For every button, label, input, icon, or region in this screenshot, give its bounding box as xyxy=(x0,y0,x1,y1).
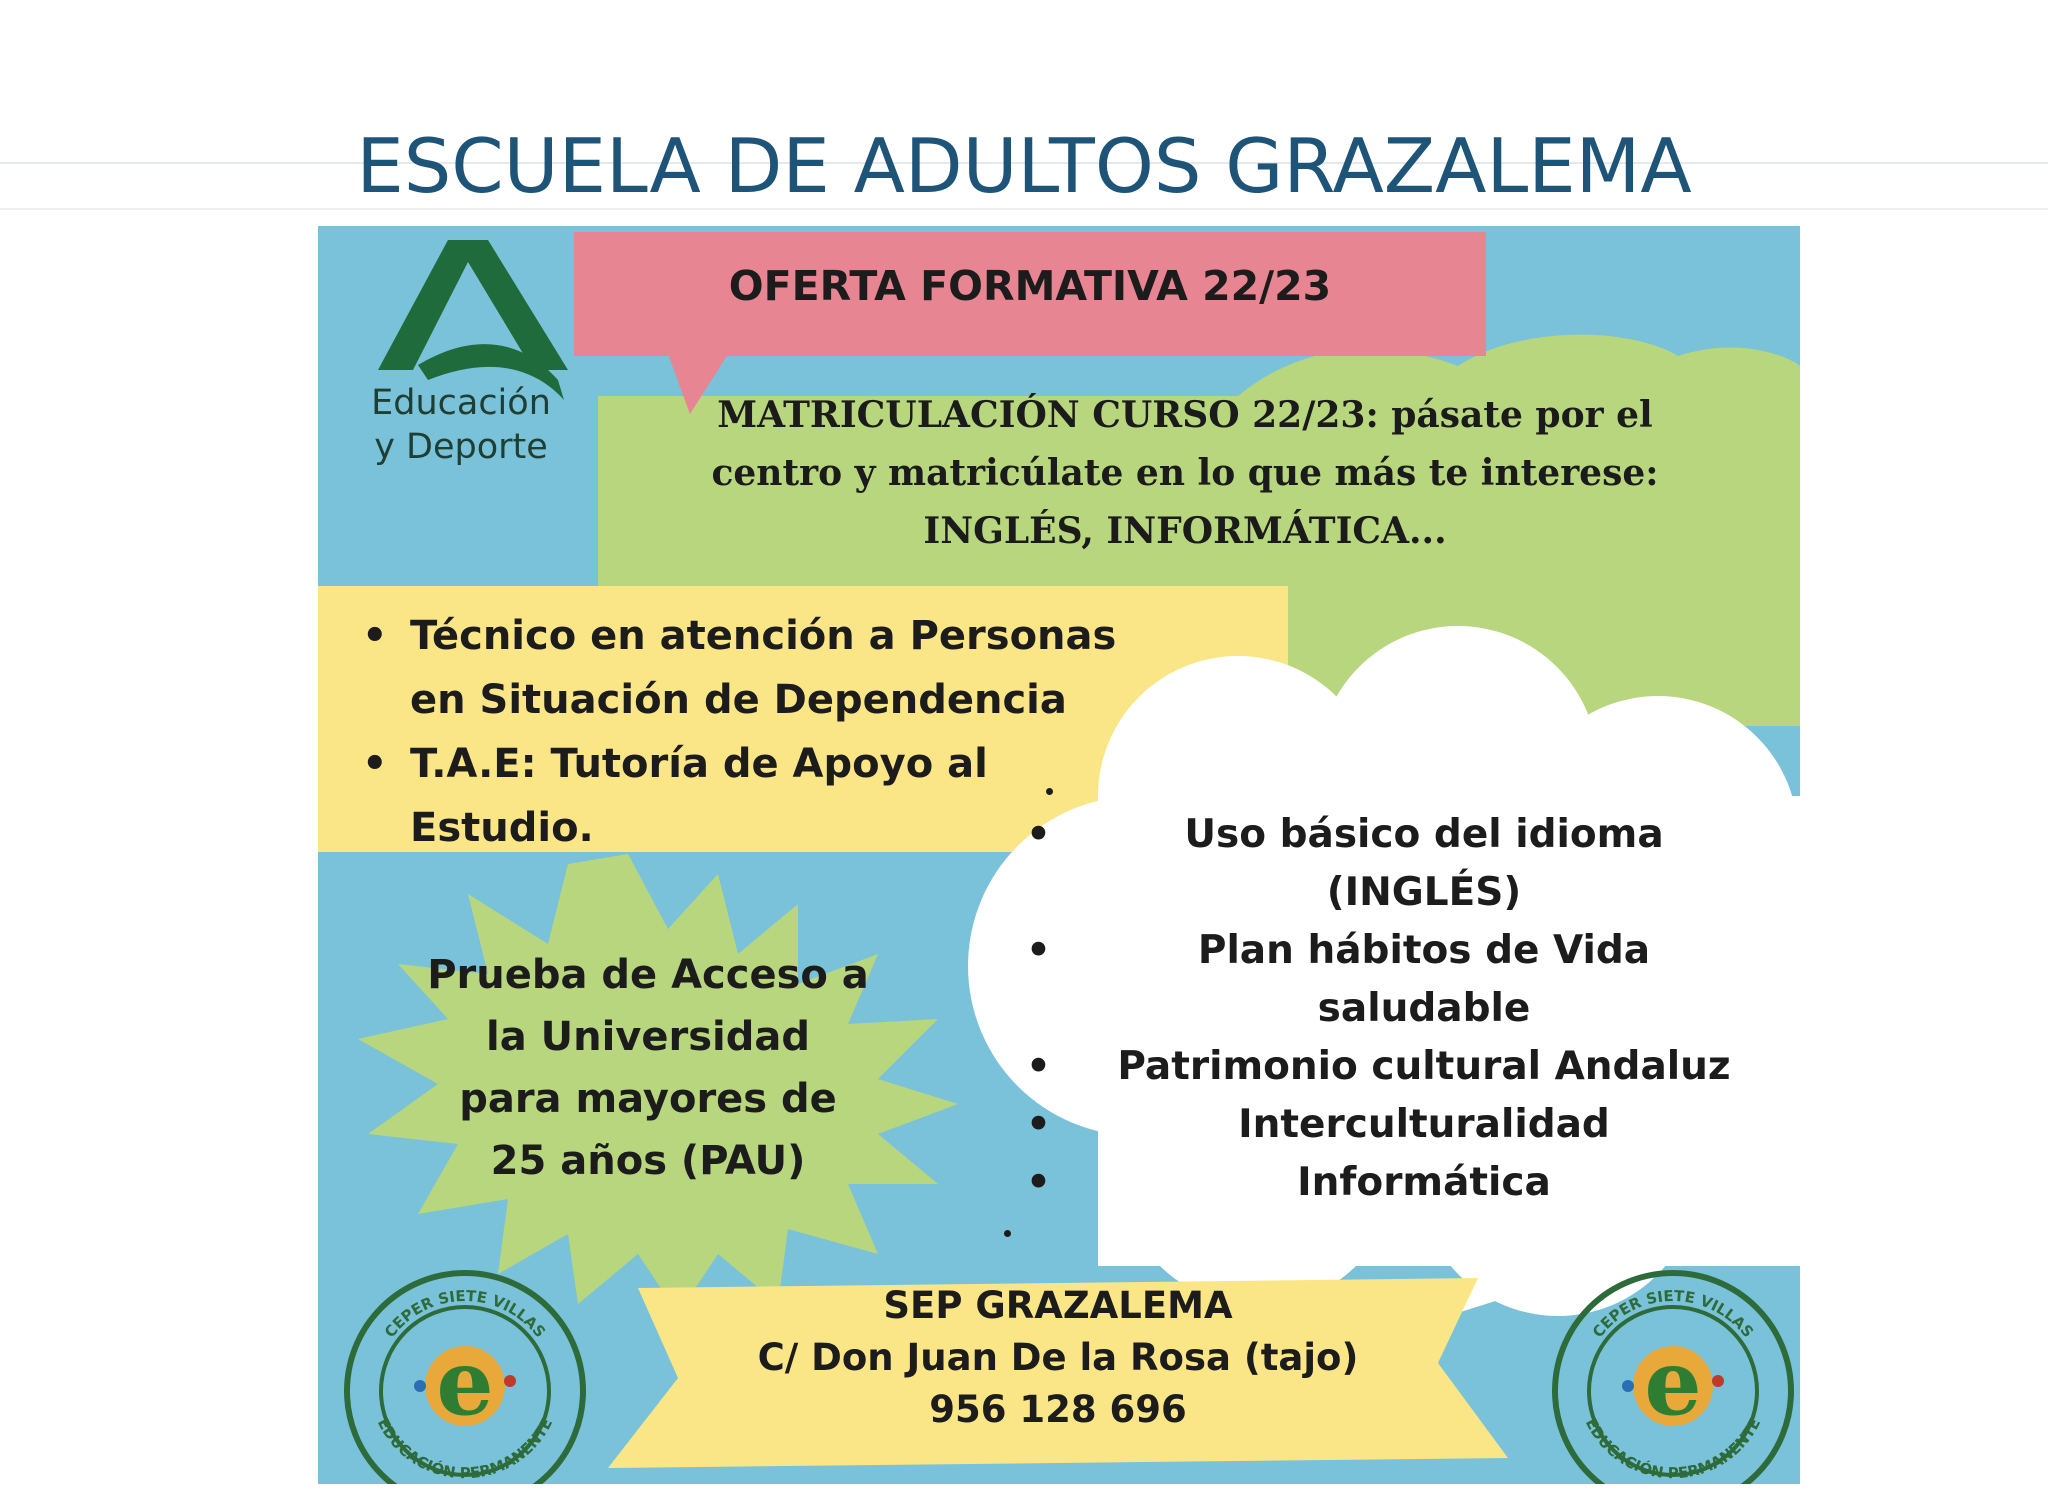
course-line: T.A.E: Tutoría de Apoyo al xyxy=(410,741,988,787)
page-title: ESCUELA DE ADULTOS GRAZALEMA xyxy=(356,122,1692,210)
cloud-list xyxy=(1018,806,1800,1212)
svg-text:CEPER SIETE VILLAS: CEPER SIETE VILLAS xyxy=(380,1286,550,1341)
svg-text:e: e xyxy=(1644,1330,1702,1436)
bullet-icon: • xyxy=(1026,1044,1051,1089)
logo-line-2: y Deporte xyxy=(374,427,548,467)
course-line: en Situación de Dependencia xyxy=(410,677,1067,723)
list-item xyxy=(1018,806,1800,922)
bullet-icon: • xyxy=(1026,1160,1051,1205)
list-item xyxy=(1018,1096,1800,1154)
offer-banner-text: OFERTA FORMATIVA 22/23 xyxy=(728,262,1332,310)
cloud-item-line: Informática xyxy=(1297,1160,1551,1205)
starburst-line-4: 25 años (PAU) xyxy=(490,1138,806,1184)
enrollment-line-2: centro y matricúlate en lo que más te interese: xyxy=(711,452,1659,494)
ceper-seal-icon xyxy=(340,1266,590,1484)
starburst-line-1: Prueba de Acceso a xyxy=(427,952,869,998)
contact-address: C/ Don Juan De la Rosa (tajo) xyxy=(757,1336,1359,1379)
contact-text xyxy=(718,1280,1398,1436)
bullet-icon: • xyxy=(1026,1102,1051,1147)
contact-phone: 956 128 696 xyxy=(929,1388,1187,1431)
cloud-item-line: saludable xyxy=(1317,986,1531,1031)
bullet-icon: • xyxy=(362,613,388,659)
logo-text xyxy=(336,374,586,476)
bullet-icon: • xyxy=(1026,812,1051,857)
course-line: Técnico en atención a Personas xyxy=(410,613,1117,659)
cloud-item-line: (INGLÉS) xyxy=(1326,870,1522,915)
bullet-icon: • xyxy=(362,741,388,787)
cloud-item-line: Patrimonio cultural Andaluz xyxy=(1117,1044,1731,1089)
cloud-item-line: Interculturalidad xyxy=(1238,1102,1610,1147)
starburst-line-2: la Universidad xyxy=(485,1014,810,1060)
enrollment-text xyxy=(660,386,1710,560)
list-item xyxy=(1018,1154,1800,1212)
svg-text:EDUCACIÓN PERMANENTE: EDUCACIÓN PERMANENTE xyxy=(1581,1415,1765,1483)
enrollment-line-3: INGLÉS, INFORMÁTICA... xyxy=(923,510,1447,552)
starburst-text xyxy=(338,944,958,1192)
logo-line-1: Educación xyxy=(371,383,551,423)
svg-text:CEPER SIETE VILLAS: CEPER SIETE VILLAS xyxy=(1588,1286,1758,1341)
starburst-line-3: para mayores de xyxy=(459,1076,837,1122)
list-item xyxy=(1018,922,1800,1038)
bullet-icon: • xyxy=(1026,928,1051,973)
stray-dot xyxy=(1046,788,1053,795)
course-line: Estudio. xyxy=(410,805,594,851)
cloud-item-line: Plan hábitos de Vida xyxy=(1197,928,1651,973)
ceper-seal-icon xyxy=(1548,1266,1798,1484)
cloud-item-line: Uso básico del idioma xyxy=(1184,812,1664,857)
flyer xyxy=(318,226,1800,1484)
stray-dot xyxy=(1004,1230,1011,1237)
svg-text:e: e xyxy=(436,1330,494,1436)
enrollment-line-1: MATRICULACIÓN CURSO 22/23: pásate por el xyxy=(717,394,1653,436)
svg-text:EDUCACIÓN PERMANENTE: EDUCACIÓN PERMANENTE xyxy=(373,1415,557,1483)
list-item xyxy=(1018,1038,1800,1096)
contact-name: SEP GRAZALEMA xyxy=(883,1284,1233,1327)
